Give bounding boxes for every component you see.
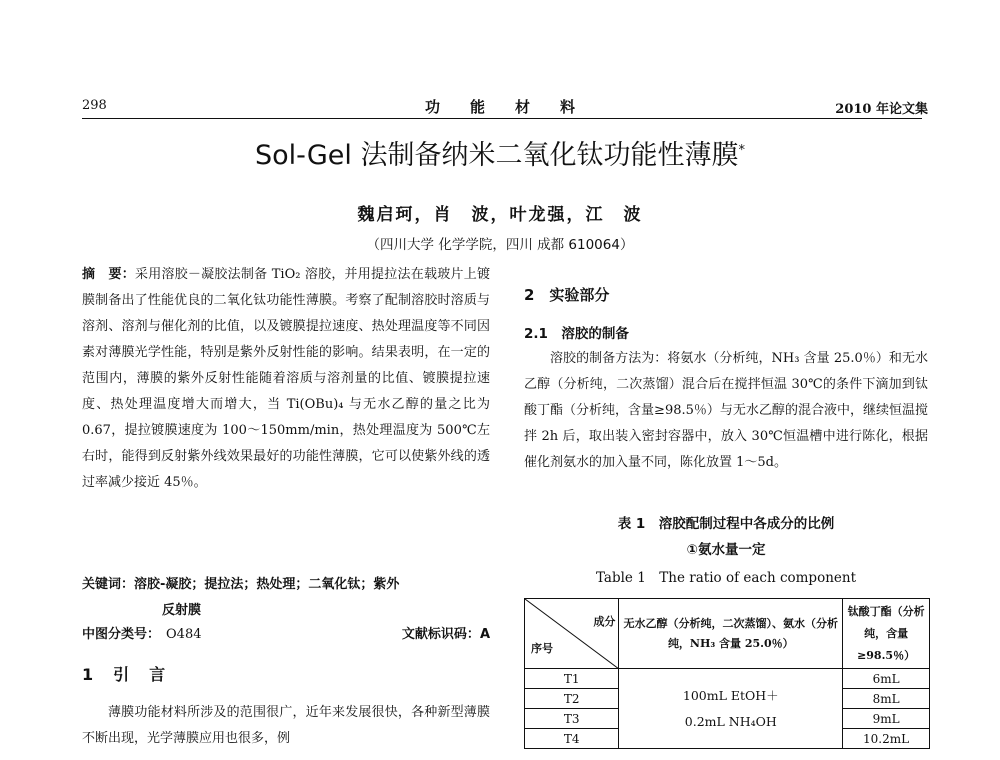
table-corner-cell <box>525 599 619 669</box>
authors: 魏启珂，肖 波，叶龙强，江 波 <box>357 205 643 225</box>
title-footnote-mark: * <box>738 143 745 158</box>
abstract-text: 采用溶胶－凝胶法制备 TiO₂ 溶胶，并用提拉法在载玻片上镀膜制备出了性能优良的二氧化钛功能性薄膜。考察了配制溶胶时溶质与溶剂、溶剂与催化剂的比值，以及镀膜提拉速度、热处理温度等不同因素对薄膜光学性能，特别是紫外反射性能的影响。结果表明，在一定的范围内，薄膜的紫外反射性能随着溶质与溶剂量的比值、镀膜提拉速度、热处理温度增大而增大，当 Ti(OBu)₄ 与无水乙醇的量之比为 0.67，提拉镀膜速度为 100～150mm/min，热处理温度为 500℃左右时，能得到反射紫外线效果最好的功能性薄膜，它可以使紫外线的透过率减少接近 45％。 <box>82 267 490 490</box>
keywords-text-cont: 反射膜 <box>162 603 202 618</box>
section-1-text: 薄膜功能材料所涉及的范围很广，近年来发展很快，各种新型薄膜不断出现，光学薄膜应用也很多，例 <box>82 705 490 746</box>
table-row-id: T2 <box>525 689 619 709</box>
table-corner-diagonal <box>525 599 619 669</box>
table-row-value: 6mL <box>843 669 930 689</box>
table-caption-en: Table 1 The ratio of each component <box>595 570 857 586</box>
doccode-value: A <box>479 627 490 642</box>
section-2-1-text: 溶胶的制备方法为：将氨水（分析纯，NH₃ 含量 25.0％）和无水乙醇（分析纯，二次蒸馏）混合后在搅拌恒温 30℃的条件下滴加到钛酸丁酯（分析纯，含量≥98.5％）与无水乙醇的混合液中，继续恒温搅拌 2h 后，取出装入密封容器中，放入 30℃恒温槽中进行陈化，根据催化剂氨水的加入量不同，陈化放置 1～5d。 <box>524 351 928 470</box>
section-2-1-heading: 2.1 溶胶的制备 <box>524 326 629 342</box>
section-2-heading: 2 实验部分 <box>524 286 610 304</box>
table-corner-col-label: 成分 <box>593 615 616 628</box>
table-header-titanate: 钛酸丁酯（分析纯，含量≥98.5％） <box>843 599 930 669</box>
page-number: 298 <box>82 98 107 113</box>
table-row-value: 9mL <box>843 709 930 729</box>
table-row-id: T4 <box>525 729 619 749</box>
ratio-table <box>524 598 930 749</box>
journal-name: 功 能 材 料 <box>424 98 575 116</box>
table-corner-row-label: 序号 <box>531 642 553 655</box>
paper-title: Sol-Gel 法制备纳米二氧化钛功能性薄膜* <box>254 140 745 171</box>
table-merged-line1: 100mL EtOH＋ <box>682 687 779 703</box>
table-row-id: T1 <box>525 669 619 689</box>
journal-series: 2010 年论文集 <box>835 102 928 117</box>
keywords <box>82 572 490 624</box>
classification-line <box>82 622 490 648</box>
table-merged-line2: 0.2mL NH₄OH <box>684 713 777 729</box>
table-row-value: 8mL <box>843 689 930 709</box>
table-caption-cn: 表 1 溶胶配制过程中各成分的比例 <box>617 516 835 532</box>
table-header-solvent: 无水乙醇（分析纯，二次蒸馏）、氨水（分析纯，NH₃ 含量 25.0％） <box>619 599 843 669</box>
doccode-label: 文献标识码： <box>401 627 480 642</box>
table-row-id: T3 <box>525 709 619 729</box>
affiliation: （四川大学 化学学院，四川 成都 610064） <box>366 237 634 253</box>
keywords-text: 溶胶-凝胶；提拉法；热处理；二氧化钛；紫外 <box>134 577 400 592</box>
keywords-label: 关键词： <box>82 577 135 592</box>
abstract <box>82 262 490 496</box>
table-subcaption: ①氨水量一定 <box>686 542 766 558</box>
clc-label: 中图分类号： <box>82 627 161 642</box>
abstract-label: 摘 要： <box>82 267 135 282</box>
header-rule <box>82 118 922 119</box>
section-1-heading: 1 引 言 <box>82 665 168 684</box>
table-merged-cell <box>619 669 843 749</box>
clc-value: O484 <box>166 627 202 642</box>
table-row-value: 10.2mL <box>843 729 930 749</box>
